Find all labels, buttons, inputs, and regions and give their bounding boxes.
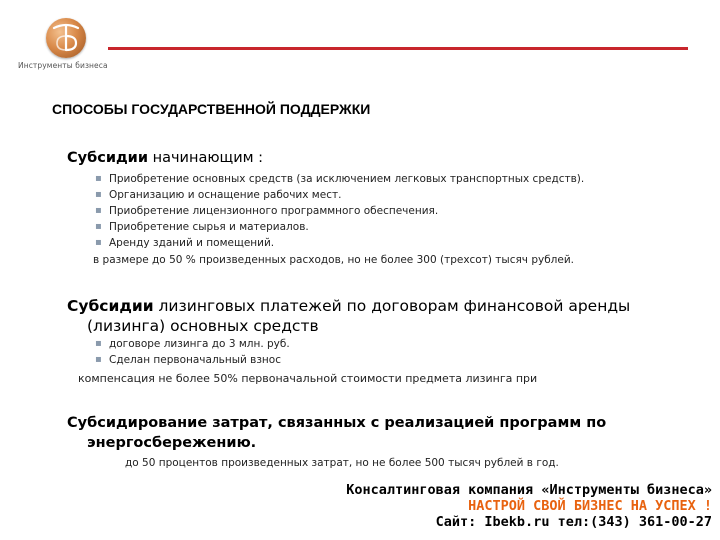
section2-title-line2: (лизинга) основных средств [87,317,319,335]
list-item [93,219,584,235]
list-item-text: договоре лизинга до 3 млн. руб. [109,338,290,350]
page-title: СПОСОБЫ ГОСУДАРСТВЕННОЙ ПОДДЕРЖКИ [52,101,371,117]
section3-title [67,413,606,453]
section2-title [67,296,630,336]
list-item [93,336,290,352]
list-item [93,187,584,203]
list-item-text: Организацию и оснащение рабочих мест. [109,189,342,201]
logo-emblem-icon [46,18,86,58]
bullet-icon: ▪ [95,221,102,232]
footer-contacts: Сайт: Ibekb.ru тел:(343) 361-00-27 [435,514,712,530]
section3-title-line1: Субсидирование затрат, связанных с реализацией программ по [67,415,607,431]
section3-title-line2: энергосбережению. [87,435,257,451]
bullet-icon: ▪ [95,237,102,248]
list-item-text: Аренду зданий и помещений. [109,237,275,249]
section1-title-bold: Субсидии [67,150,149,166]
list-item-text: Приобретение основных средств (за исключением легковых транспортных средств). [109,173,585,185]
section1-title [67,150,263,166]
section2-title-bold: Субсидии [67,297,154,315]
list-item [93,352,290,368]
list-item-text: Приобретение лицензионного программного обеспечения. [109,205,439,217]
bullet-icon: ▪ [95,173,102,184]
section1-list [93,171,584,251]
list-item-text: Сделан первоначальный взнос [109,354,281,366]
list-item-text: Приобретение сырья и материалов. [109,221,309,233]
list-item [93,235,584,251]
bullet-icon: ▪ [95,338,102,349]
bullet-icon: ▪ [95,189,102,200]
list-item [93,171,584,187]
section3-note: до 50 процентов произведенных затрат, но не более 500 тысяч рублей в год. [125,457,559,469]
bullet-icon: ▪ [95,205,102,216]
section1-title-rest: начинающим : [148,150,264,166]
footer [346,482,712,530]
bullet-icon: ▪ [95,354,102,365]
header-divider [108,47,688,50]
section2-list [93,336,290,368]
section2-title-rest: лизинговых платежей по договорам финансовой аренды [153,297,631,315]
section1-note: в размере до 50 % произведенных расходов, но не более 300 (трехсот) тысяч рублей. [93,254,575,266]
list-item [93,203,584,219]
logo-text: Инструменты бизнеса [18,61,108,70]
footer-slogan: НАСТРОЙ СВОЙ БИЗНЕС НА УСПЕХ ! [468,498,712,514]
footer-company: Консалтинговая компания «Инструменты бизнеса» [346,482,712,498]
section2-note: компенсация не более 50% первоначальной стоимости предмета лизинга при [78,372,538,385]
company-logo [18,18,118,74]
